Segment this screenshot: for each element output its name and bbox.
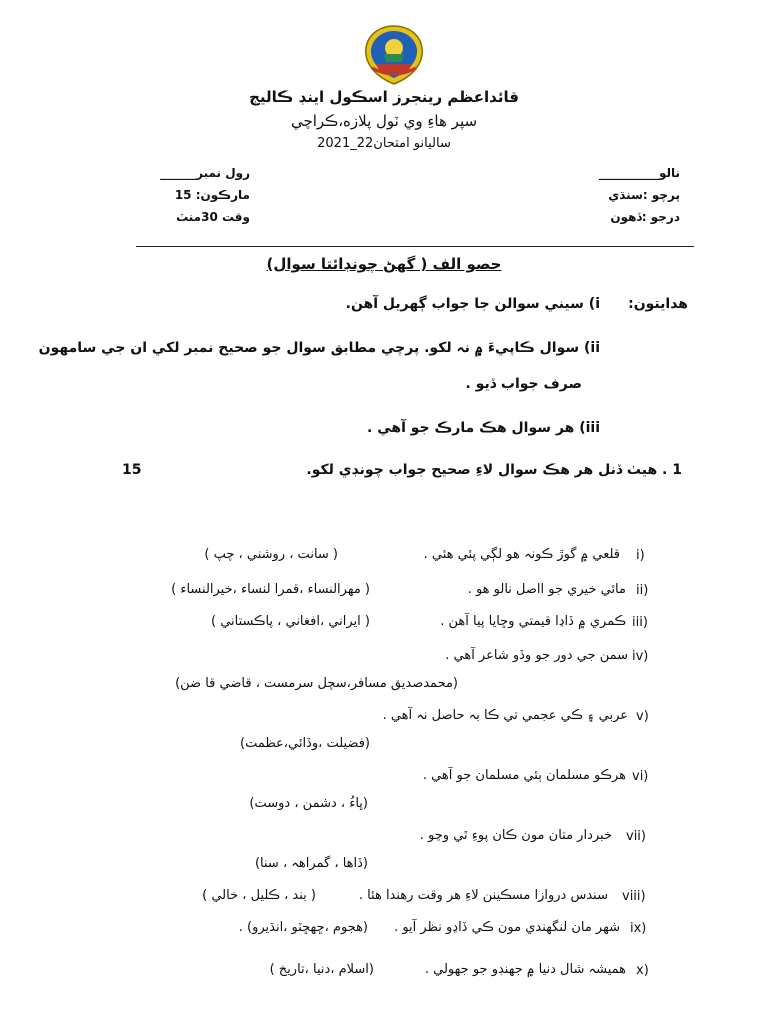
- instruction-number: i): [588, 296, 600, 312]
- instruction-number: ii): [583, 340, 600, 356]
- mcq-number: vii): [626, 829, 646, 844]
- mcq-text: هرڪو مسلمان ٻئي مسلمان جو آهي .: [422, 768, 626, 783]
- mcq-options: (اسلام ،دنيا ،تاريخ ): [269, 962, 374, 977]
- question-number: 1 .: [662, 462, 682, 478]
- mcq-number: v): [636, 709, 649, 724]
- marks-label: مارڪون: 15: [174, 188, 250, 202]
- mcq-number: vi): [632, 769, 649, 784]
- class-label: درجو :ڏهون: [610, 210, 680, 224]
- college-name: قائداعظم رينجرز اسڪول اينڊ ڪاليج: [249, 88, 519, 106]
- instruction-2-continued: صرف جواب ڏيو .: [465, 376, 582, 392]
- mcq-number: iii): [632, 615, 648, 630]
- mcq-number: ii): [636, 583, 649, 598]
- exam-title: ساليانو امتحان22_2021: [317, 136, 451, 151]
- instruction-text: سيني سوالن جا جواب ڳهريل آهن.: [345, 296, 584, 312]
- mcq-options: ( سانت ، روشني ، چپ ): [204, 547, 338, 562]
- mcq-options: ( بند ، ڪليل ، خالي ): [202, 888, 316, 903]
- instruction-text: هر سوال هڪ مارڪ جو آهي .: [367, 420, 575, 436]
- college-crest-logo-icon: [362, 24, 426, 86]
- header-divider: [136, 246, 694, 247]
- mcq-text: هميشہ شال دنيا ۾ جهنڊو جو جهولي .: [424, 962, 626, 977]
- instruction-number: iii): [579, 420, 600, 436]
- section-title: حصو الف ( گهڻ چونڊائتا سوال): [266, 255, 502, 273]
- instruction-text: سوال ڪاپيءَ ۾ نہ لکو. پرچي مطابق سوال جو صحيح نمبر لکي ان جي سامهون: [38, 340, 580, 356]
- mcq-options: (ڏاها ، گمراهہ ، سنا): [254, 856, 368, 871]
- mcq-options: ( مهرالنساء ،قمرا لنساء ،خيرالنساء ): [171, 582, 370, 597]
- mcq-text: سندس دروازا مسڪينن لاءِ هر وقت رهندا هئا .: [358, 888, 608, 903]
- mcq-number: ix): [630, 921, 647, 936]
- question-1: [306, 462, 682, 478]
- mcq-text: شهر مان لنگهندي مون ڪي ڏاڍو نظر آيو .: [394, 920, 620, 935]
- instruction-3: [367, 420, 600, 436]
- question-text: هيٺ ڏنل هر هڪ سوال لاءِ صحيح جواب چونڊي لکو.: [306, 462, 658, 478]
- instruction-2: [38, 340, 600, 356]
- mcq-number: viii): [622, 889, 646, 904]
- mcq-options: ( ايراني ،افغاني ، پاڪستاني ): [211, 614, 370, 629]
- mcq-options: (فضيلت ،وڏائي،عظمت): [240, 736, 370, 751]
- mcq-text: مائي خيري جو ااصل نالو هو .: [467, 582, 626, 597]
- mcq-number: i): [636, 548, 645, 563]
- instruction-1: [340, 296, 600, 312]
- mcq-text: عربي ۽ ڪي عجمي تي ڪا بہ حاصل نہ آهي .: [382, 708, 628, 723]
- instructions-label: هدايتون:: [628, 296, 688, 312]
- mcq-text: قلعي ۾ گوڙ ڪونہ هو لڳي پئي هئي .: [423, 547, 620, 562]
- mcq-options: (ڀاءُ ، دشمن ، دوست): [249, 796, 368, 811]
- mcq-text: ڪمري ۾ ڏاڍا قيمتي وڇايا پيا آهن .: [440, 614, 626, 629]
- mcq-text: خبردار متان مون ڪان پوءِ ٿي وڃو .: [419, 828, 612, 843]
- mcq-options: (هجوم ،ڇهڇٽو ،انڌيرو) .: [238, 920, 368, 935]
- time-label: وقت 30منٽ: [176, 210, 250, 224]
- mcq-text: سمن جي دور جو وڏو شاعر آهي .: [445, 648, 628, 663]
- college-address: سپر هاءِ وي ٽول پلازه،ڪراچي: [290, 112, 478, 130]
- roll-number-field: رول نمبر______: [160, 166, 250, 180]
- question-marks: 15: [122, 462, 142, 478]
- mcq-number: x): [636, 963, 649, 978]
- name-field: نالو__________: [598, 166, 680, 180]
- paper-label: پرچو :سنڌي: [608, 188, 680, 202]
- mcq-number: iv): [632, 649, 649, 664]
- mcq-options: (محمدصديق مسافر،سچل سرمست ، قاضي قا ضن): [175, 676, 458, 691]
